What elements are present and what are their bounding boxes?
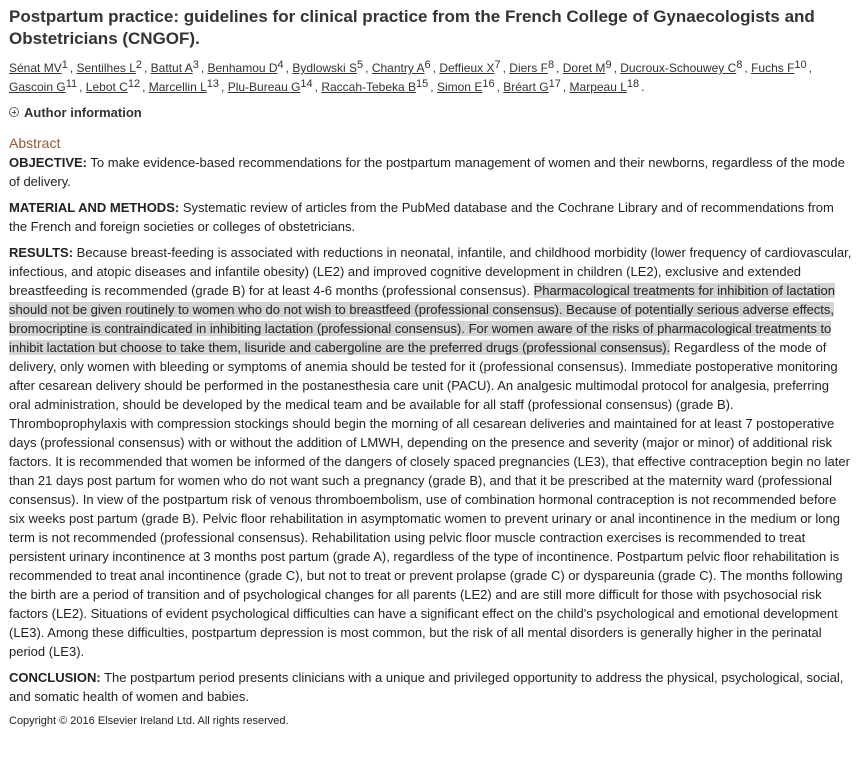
methods-label: MATERIAL AND METHODS: <box>9 200 180 215</box>
author-affiliation-number: 1 <box>61 59 68 71</box>
author-link[interactable]: Gascoin G <box>9 80 66 94</box>
abstract-heading: Abstract <box>9 135 61 151</box>
author-affiliation-number: 14 <box>300 78 313 90</box>
author-link[interactable]: Lebot C <box>85 80 128 94</box>
methods-text: Systematic review of articles from the PubMed database and the Cochrane Library and of recommendations from the French and foreign societies or colleges of obstetricians. <box>9 200 834 234</box>
author-link[interactable]: Marpeau L <box>569 80 627 94</box>
author-information-label: Author information <box>24 104 142 120</box>
author-affiliation-number: 16 <box>482 78 495 90</box>
author-link[interactable]: Plu-Bureau G <box>227 80 301 94</box>
author-affiliation-number: 18 <box>626 78 640 90</box>
author-link[interactable]: Diers F <box>509 61 548 75</box>
author-information-toggle[interactable] <box>9 103 853 121</box>
author-link[interactable]: Sentilhes L <box>76 61 136 75</box>
author-link[interactable]: Sénat MV <box>9 61 62 75</box>
author-affiliation-number: 10 <box>794 59 807 71</box>
author-link[interactable]: Simon E <box>436 80 483 94</box>
author-link[interactable]: Fuchs F <box>751 61 795 75</box>
author-link[interactable]: Doret M <box>562 61 606 75</box>
author-affiliation-number: 8 <box>736 59 743 71</box>
author-affiliation-number: 2 <box>135 59 142 71</box>
author-affiliation-number: 8 <box>547 59 555 71</box>
methods-paragraph <box>9 198 853 236</box>
author-affiliation-number: 6 <box>424 59 431 71</box>
objective-label: OBJECTIVE: <box>9 155 88 170</box>
objective-paragraph <box>9 153 853 191</box>
author-link[interactable]: Benhamou D <box>207 61 278 75</box>
results-highlighted-selection: Pharmacological treatments for inhibition of lactation should not be given routinely to women who do not wish to breastfeed (professional consensus). Because of potentially serious adverse effects, bromocriptine is contraindicated in inhibiting lactation (professional consensus). For women aware of the risks of pharmacological treatments to inhibit lactation but choose to take them, lisuride and cabergoline are the preferred drugs (professional consensus). <box>9 283 835 355</box>
expand-plus-icon[interactable] <box>9 107 19 117</box>
author-affiliation-number: 11 <box>65 78 78 90</box>
author-link[interactable]: Deffieux X <box>439 61 495 75</box>
author-affiliation-number: 7 <box>494 59 501 71</box>
author-affiliation-number: 4 <box>277 59 284 71</box>
author-list: Sénat $MV^1$ , Sentilhes $L^2$ , Battut $A^3$ , Benhamou $D^4$ , Bydlowski $S^5$ , Chantry $A^6$ , Deffieux $X^7$ , Diers $F^8$ , Doret $M^9$ , Ducroux-Schouwey $C^8$ , Fuchs $F^{10}$ , Gascoin $G^{11}$ , Lebot $C^{12}$ , Marcellin $L^{13}$ , Plu-Bureau $G^{14}$ , Raccah-Tebeka $B^{15}$ , Simon $E^{16}$ , Bréart $G^{17}$ , Marpeau $L^{18}$ . <box>9 59 813 94</box>
author-affiliation-number: 12 <box>127 78 141 90</box>
results-text-before: Because breast-feeding is associated with reductions in neonatal, infantile, and childhood morbidity (lower frequency of cardiovascular, infectious, and atopic diseases and infantile obesity) (LE2) and improved cognitive development in children (LE2), exclusive and extended breastfeeding is recommended (grade B) for at least 4-6 months (professional consensus). <box>9 245 852 298</box>
conclusion-label: CONCLUSION: <box>9 670 101 685</box>
results-text-after: Regardless of the mode of delivery, only women with bleeding or symptoms of anemia should be tested for it (professional consensus). Immediate postoperative monitoring after cesarean delivery should be performed in the postanesthesia care unit (PACU). An analgesic multimodal protocol for analgesia, preferring oral administration, should be developed by the medical team and be available for all staff (professional consensus) (grade B). Thromboprophylaxis with compression stockings should begin the morning of all cesarean deliveries and maintained for at least 7 postoperative days (professional consensus) with or without the addition of LMWH, depending on the presence and severity (major or minor) of additional risk factors. It is recommended that women be informed of the dangers of closely spaced pregnancies (LE3), that effective contraception begin no later than 21 days post partum for women who do not want such a pregnancy (grade B), and that it be prescribed at the maternity ward (professional consensus). In view of the postpartum risk of venous thromboembolism, use of combination hormonal contraception is not recommended before six weeks post partum (grade B). Pelvic floor rehabilitation in asymptomatic women to prevent urinary or anal incontinence in the medium or long term is not recommended (professional consensus). Rehabilitation using pelvic floor muscle contraction exercises is recommended to treat persistent urinary incontinence at 3 months post partum (grade A), regardless of the type of incontinence. Postpartum pelvic floor rehabilitation is recommended to treat anal incontinence (grade C), but not to treat or prevent prolapse (grade C) or dyspareunia (grade C). The months following the birth are a period of transition and of psychological changes for all parents (LE2) and are still more difficult for those with psychosocial risk factors (LE2). Situations of evident psychological difficulties can have a significant effect on the child's psychological and emotional development (LE3). Among these difficulties, postpartum depression is most common, but the risk of all mental disorders is generally higher in the perinatal period (LE3). <box>9 340 850 659</box>
author-link[interactable]: Chantry A <box>371 61 425 75</box>
author-affiliation-number: 17 <box>548 78 561 90</box>
author-affiliation-number: 5 <box>357 59 364 71</box>
author-link[interactable]: Ducroux-Schouwey C <box>620 61 737 75</box>
author-link[interactable]: Raccah-Tebeka B <box>321 80 417 94</box>
author-affiliation-number: 15 <box>416 78 429 90</box>
author-link[interactable]: Bydlowski S <box>292 61 358 75</box>
author-affiliation-number: 9 <box>605 59 612 71</box>
article-title: Postpartum practice: guidelines for clinical practice from the French College of Gynaecologists and Obstetricians (CNGOF). <box>9 7 815 48</box>
results-paragraph <box>9 243 853 661</box>
copyright-notice: Copyright © 2016 Elsevier Ireland Ltd. All rights reserved. <box>9 715 289 727</box>
author-link[interactable]: Battut A <box>150 61 193 75</box>
author-link[interactable]: Marcellin L <box>148 80 207 94</box>
results-label: RESULTS: <box>9 245 74 260</box>
author-affiliation-number: 3 <box>192 59 199 71</box>
conclusion-paragraph <box>9 668 853 706</box>
author-link[interactable]: Bréart G <box>503 80 549 94</box>
conclusion-text: The postpartum period presents clinicians with a unique and privileged opportunity to address the physical, psychological, social, and somatic health of women and babies. <box>9 670 844 704</box>
author-affiliation-number: 13 <box>206 78 220 90</box>
objective-text: To make evidence-based recommendations for the postpartum management of women and their newborns, regardless of the mode of delivery. <box>9 155 845 189</box>
